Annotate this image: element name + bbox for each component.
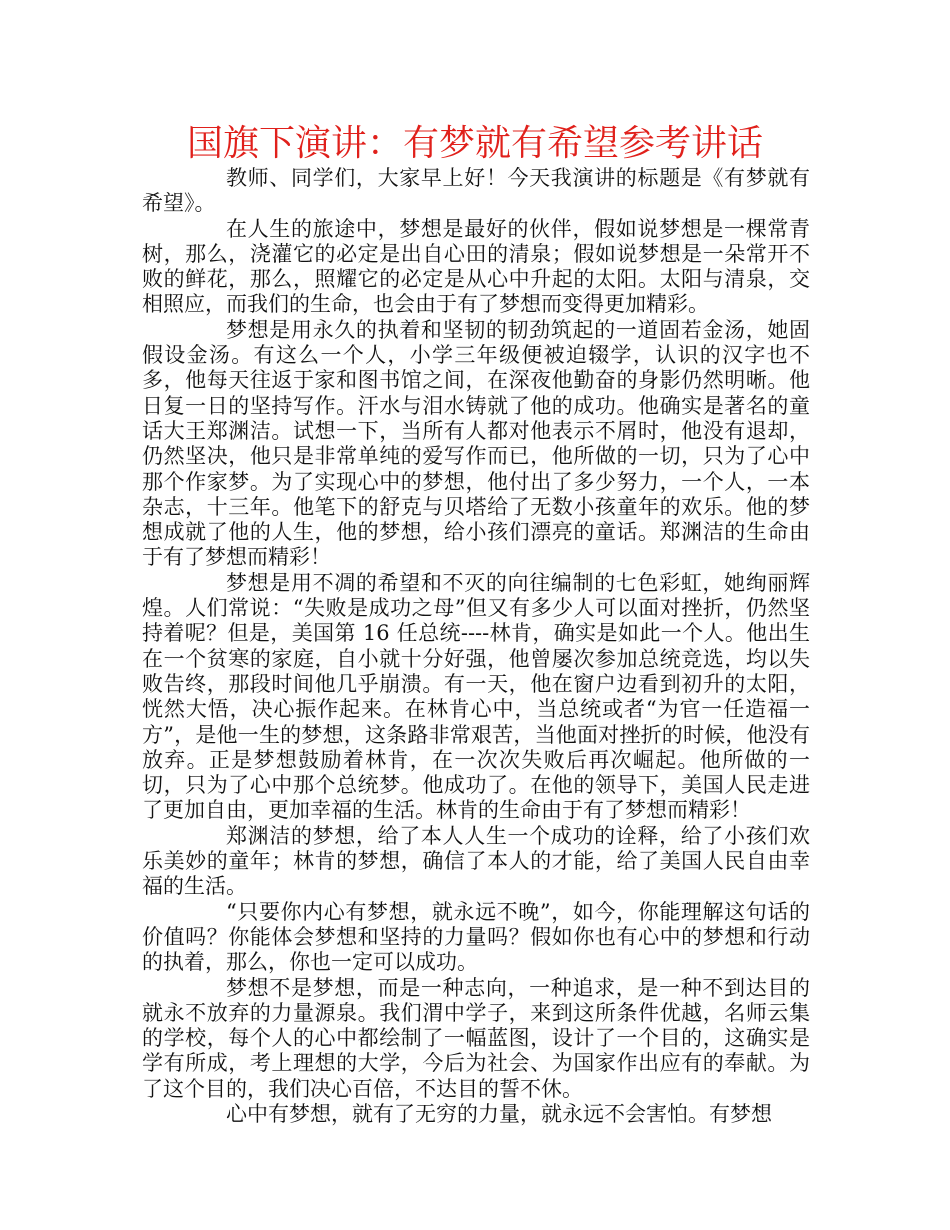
paragraph-zheng-yuanjie: 梦想是用永久的执着和坚韧的韧劲筑起的一道固若金汤，她固假设金汤。有这么一个人，小学三年级便被迫辍学，认识的汉字也不多，他每天往返于家和图书馆之间，在深夜他勤奋的身影仍然明晰。他日复一日的坚持写作。汗水与泪水铸就了他的成功。他确实是著名的童话大王郑渊洁。试想一下，当所有人都对他表示不屑时，他没有退却，仍然坚决，他只是非常单纯的爱写作而已，他所做的一切，只为了心中那个作家梦。为了实现心中的梦想，他付出了多少努力，一个人，一本杂志，十三年。他笔下的舒克与贝塔给了无数小孩童年的欢乐。他的梦想成就了他的人生，他的梦想，给小孩们漂亮的童话。郑渊洁的生命由于有了梦想而精彩！: [142, 317, 810, 570]
document-title: 国旗下演讲：有梦就有希望参考讲话: [186, 123, 763, 164]
paragraph-aspiration: 梦想不是梦想，而是一种志向，一种追求，是一种不到达目的就永不放弃的力量源泉。我们渭中学子，来到这所条件优越，名师云集的学校，每个人的心中都绘制了一幅蓝图，设计了一个目的，这确实是学有所成，考上理想的大学，今后为社会、为国家作出应有的奉献。为了这个目的，我们决心百倍，不达目的誓不休。: [142, 975, 810, 1101]
paragraph-never-late: “只要你内心有梦想，就永远不晚”，如今，你能理解这句话的价值吗？你能体会梦想和坚持的力量吗？假如你也有心中的梦想和行动的执着，那么，你也一定可以成功。: [142, 899, 810, 975]
paragraph-closing: 心中有梦想，就有了无穷的力量，就永远不会害怕。有梦想: [226, 1101, 772, 1126]
paragraph-lincoln: 梦想是用不凋的希望和不灭的向往编制的七色彩虹，她绚丽辉煌。人们常说：“失败是成功之母”但又有多少人可以面对挫折，仍然坚持着呢？但是，美国第 16 任总统----林肯，确实是如此一个人。他出生在一个贫寒的家庭，自小就十分好强，他曾屡次参加总统竞选，均以失败告终，那段时间他几乎崩溃。有一天，他在窗户边看到初升的太阳，恍然大悟，决心振作起来。在林肯心中，当总统或者“为官一任造福一方”，是他一生的梦想，这条路非常艰苦，当他面对挫折的时候，他没有放弃。正是梦想鼓励着林肯，在一次次失败后再次崛起。他所做的一切，只为了心中那个总统梦。他成功了。在他的领导下，美国人民走进了更加自由，更加幸福的生活。林肯的生命由于有了梦想而精彩！: [142, 570, 810, 823]
paragraph-summary: 郑渊洁的梦想，给了本人人生一个成功的诠释，给了小孩们欢乐美妙的童年；林肯的梦想，确信了本人的才能，给了美国人民自由幸福的生活。: [142, 823, 810, 899]
document-body: [142, 166, 810, 1127]
paragraph-dream-companion: 在人生的旅途中，梦想是最好的伙伴，假如说梦想是一棵常青树，那么，浇灌它的必定是出自心田的清泉；假如说梦想是一朵常开不败的鲜花，那么，照耀它的必定是从心中升起的太阳。太阳与清泉，交相照应，而我们的生命，也会由于有了梦想而变得更加精彩。: [142, 216, 810, 317]
paragraph-greeting: 教师、同学们，大家早上好！今天我演讲的标题是《有梦就有希望》。: [142, 166, 810, 216]
